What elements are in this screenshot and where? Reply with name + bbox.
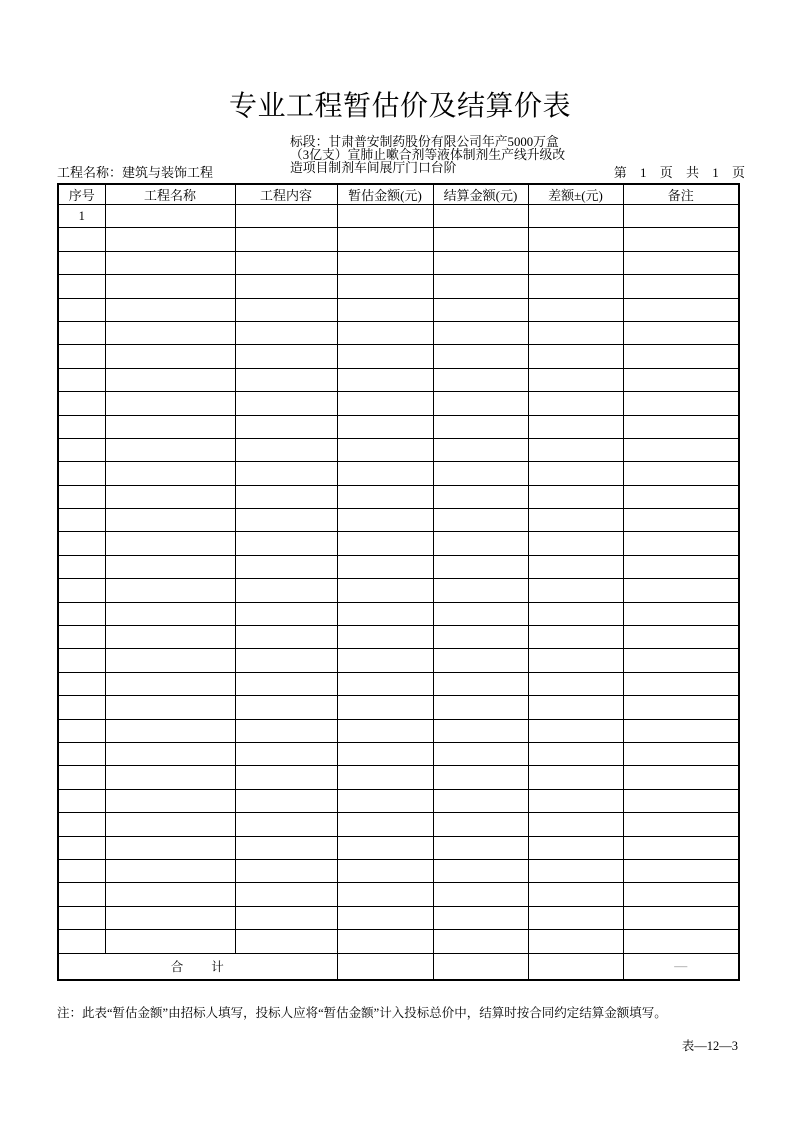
column-header: 结算金额(元) — [433, 184, 528, 205]
table-cell — [528, 930, 623, 953]
table-cell — [433, 321, 528, 344]
table-cell — [623, 298, 739, 321]
table-row — [58, 228, 739, 251]
column-header: 差额±(元) — [528, 184, 623, 205]
table-row — [58, 205, 739, 228]
table-cell — [58, 602, 105, 625]
table-cell — [433, 555, 528, 578]
total-amount-cell — [528, 953, 623, 980]
total-amount-cell — [433, 953, 528, 980]
table-cell — [337, 626, 433, 649]
table-cell — [337, 719, 433, 742]
table-cell — [528, 672, 623, 695]
table-cell — [623, 485, 739, 508]
table-cell — [105, 626, 235, 649]
table-cell — [528, 836, 623, 859]
table-cell — [105, 906, 235, 929]
table-cell — [337, 696, 433, 719]
table-cell — [235, 696, 337, 719]
table-cell — [105, 742, 235, 765]
table-row — [58, 859, 739, 882]
table-cell — [623, 321, 739, 344]
table-cell — [528, 766, 623, 789]
table-cell — [623, 719, 739, 742]
table-cell — [235, 859, 337, 882]
column-header: 备注 — [623, 184, 739, 205]
table-cell: 1 — [58, 205, 105, 228]
table-cell — [623, 813, 739, 836]
table-cell — [58, 836, 105, 859]
table-row — [58, 883, 739, 906]
table-cell — [337, 462, 433, 485]
table-cell — [235, 602, 337, 625]
table-cell — [337, 532, 433, 555]
table-cell — [235, 462, 337, 485]
table-cell — [623, 789, 739, 812]
table-cell — [528, 392, 623, 415]
table-cell — [105, 696, 235, 719]
table-cell — [623, 859, 739, 882]
table-cell — [528, 626, 623, 649]
table-row — [58, 789, 739, 812]
table-cell — [528, 251, 623, 274]
total-label-cell: 合 计 — [58, 953, 337, 980]
table-cell — [528, 906, 623, 929]
table-cell — [235, 251, 337, 274]
table-row — [58, 672, 739, 695]
table-cell — [433, 602, 528, 625]
table-cell — [528, 462, 623, 485]
table-cell — [235, 298, 337, 321]
table-row — [58, 766, 739, 789]
table-row — [58, 906, 739, 929]
table-cell — [235, 485, 337, 508]
column-header: 序号 — [58, 184, 105, 205]
total-remark-cell: — — [623, 953, 739, 980]
table-cell — [58, 485, 105, 508]
table-row — [58, 368, 739, 391]
table-cell — [235, 906, 337, 929]
table-cell — [337, 813, 433, 836]
table-cell — [623, 438, 739, 461]
table-cell — [58, 859, 105, 882]
table-cell — [235, 672, 337, 695]
table-cell — [105, 555, 235, 578]
table-cell — [235, 836, 337, 859]
table-cell — [105, 368, 235, 391]
table-cell — [58, 275, 105, 298]
table-cell — [337, 321, 433, 344]
table-cell — [58, 509, 105, 532]
table-cell — [105, 930, 235, 953]
table-cell — [433, 789, 528, 812]
estimate-table — [57, 183, 740, 981]
table-cell — [623, 649, 739, 672]
table-cell — [105, 392, 235, 415]
page-title: 专业工程暂估价及结算价表 — [228, 91, 571, 122]
table-row — [58, 415, 739, 438]
table-cell — [105, 813, 235, 836]
table-cell — [623, 906, 739, 929]
table-row — [58, 532, 739, 555]
table-cell — [623, 368, 739, 391]
table-cell — [235, 579, 337, 602]
table-cell — [528, 789, 623, 812]
table-cell — [58, 883, 105, 906]
table-row — [58, 649, 739, 672]
table-cell — [58, 251, 105, 274]
table-row — [58, 696, 739, 719]
table-row — [58, 742, 739, 765]
table-cell — [58, 649, 105, 672]
table-cell — [58, 555, 105, 578]
table-cell — [337, 415, 433, 438]
table-cell — [337, 859, 433, 882]
table-cell — [105, 789, 235, 812]
table-cell — [337, 906, 433, 929]
table-cell — [433, 719, 528, 742]
table-row — [58, 345, 739, 368]
table-cell — [58, 906, 105, 929]
table-cell — [433, 742, 528, 765]
table-row — [58, 509, 739, 532]
table-cell — [623, 392, 739, 415]
table-cell — [433, 415, 528, 438]
table-cell — [235, 649, 337, 672]
table-cell — [105, 298, 235, 321]
table-cell — [623, 626, 739, 649]
table-cell — [623, 345, 739, 368]
table-cell — [623, 836, 739, 859]
table-cell — [105, 859, 235, 882]
table-cell — [433, 345, 528, 368]
table-cell — [528, 205, 623, 228]
table-cell — [337, 602, 433, 625]
table-row — [58, 813, 739, 836]
table-cell — [337, 251, 433, 274]
table-cell — [623, 766, 739, 789]
column-header: 工程内容 — [235, 184, 337, 205]
table-cell — [337, 509, 433, 532]
table-cell — [337, 883, 433, 906]
table-cell — [528, 602, 623, 625]
table-cell — [337, 205, 433, 228]
table-row — [58, 462, 739, 485]
table-cell — [105, 321, 235, 344]
table-cell — [105, 485, 235, 508]
table-cell — [528, 345, 623, 368]
table-cell — [105, 883, 235, 906]
table-cell — [58, 719, 105, 742]
footnote: 注：此表“暂估金额”由招标人填写，投标人应将“暂估金额”计入投标总价中，结算时按合同约定结算金额填写。 — [57, 1006, 667, 1020]
table-row — [58, 930, 739, 953]
form-number: 表—12—3 — [681, 1039, 738, 1053]
table-cell — [528, 742, 623, 765]
table-cell — [58, 742, 105, 765]
table-cell — [623, 602, 739, 625]
table-cell — [623, 742, 739, 765]
table-cell — [337, 649, 433, 672]
table-cell — [623, 415, 739, 438]
table-cell — [58, 415, 105, 438]
table-cell — [105, 415, 235, 438]
table-cell — [337, 345, 433, 368]
table-cell — [235, 509, 337, 532]
table-cell — [58, 438, 105, 461]
table-cell — [433, 251, 528, 274]
table-cell — [337, 438, 433, 461]
table-cell — [623, 672, 739, 695]
table-cell — [433, 672, 528, 695]
table-row — [58, 485, 739, 508]
table-cell — [58, 789, 105, 812]
table-cell — [337, 836, 433, 859]
table-cell — [528, 859, 623, 882]
table-cell — [105, 766, 235, 789]
table-cell — [58, 766, 105, 789]
table-cell — [337, 392, 433, 415]
table-cell — [235, 438, 337, 461]
table-cell — [105, 228, 235, 251]
table-cell — [105, 275, 235, 298]
table-cell — [433, 298, 528, 321]
table-cell — [105, 509, 235, 532]
section-info — [290, 136, 565, 175]
table-cell — [235, 555, 337, 578]
table-cell — [235, 345, 337, 368]
table-cell — [235, 719, 337, 742]
table-cell — [235, 228, 337, 251]
table-cell — [235, 321, 337, 344]
table-cell — [105, 719, 235, 742]
table-row — [58, 555, 739, 578]
table-row — [58, 602, 739, 625]
table-cell — [235, 205, 337, 228]
table-cell — [235, 415, 337, 438]
table-cell — [528, 415, 623, 438]
table-cell — [58, 228, 105, 251]
table-cell — [433, 462, 528, 485]
table-cell — [58, 532, 105, 555]
table-cell — [337, 228, 433, 251]
table-row — [58, 836, 739, 859]
table-cell — [623, 930, 739, 953]
table-cell — [105, 836, 235, 859]
table-cell — [623, 275, 739, 298]
table-cell — [58, 298, 105, 321]
table-cell — [433, 906, 528, 929]
table-cell — [58, 813, 105, 836]
table-cell — [433, 392, 528, 415]
table-cell — [58, 345, 105, 368]
table-cell — [235, 368, 337, 391]
table-cell — [528, 485, 623, 508]
table-cell — [528, 438, 623, 461]
table-cell — [105, 462, 235, 485]
table-cell — [58, 368, 105, 391]
table-row — [58, 298, 739, 321]
table-row — [58, 275, 739, 298]
section-line-3: 造项目制剂车间展厅门口台阶 — [290, 160, 457, 175]
table-cell — [235, 813, 337, 836]
table-cell — [337, 555, 433, 578]
table-cell — [105, 602, 235, 625]
table-cell — [623, 883, 739, 906]
table-cell — [433, 509, 528, 532]
table-cell — [105, 649, 235, 672]
table-cell — [235, 392, 337, 415]
table-cell — [528, 696, 623, 719]
table-cell — [58, 392, 105, 415]
table-cell — [433, 485, 528, 508]
table-cell — [337, 672, 433, 695]
table-cell — [105, 251, 235, 274]
table-cell — [337, 275, 433, 298]
table-cell — [235, 626, 337, 649]
table-cell — [528, 275, 623, 298]
table-row — [58, 626, 739, 649]
table-cell — [105, 345, 235, 368]
table-cell — [433, 205, 528, 228]
table-cell — [528, 813, 623, 836]
table-row — [58, 719, 739, 742]
section-line-2: （3亿支）宣肺止嗽合剂等液体制剂生产线升级改 — [290, 147, 566, 162]
table-cell — [623, 532, 739, 555]
column-header: 暂估金额(元) — [337, 184, 433, 205]
table-cell — [433, 766, 528, 789]
table-cell — [623, 462, 739, 485]
table-row — [58, 321, 739, 344]
table-cell — [58, 672, 105, 695]
table-cell — [58, 462, 105, 485]
table-cell — [433, 438, 528, 461]
table-cell — [528, 649, 623, 672]
table-cell — [105, 205, 235, 228]
table-cell — [337, 789, 433, 812]
table-cell — [337, 298, 433, 321]
table-cell — [433, 930, 528, 953]
table-cell — [58, 321, 105, 344]
table-cell — [433, 836, 528, 859]
table-cell — [433, 813, 528, 836]
total-row — [58, 953, 739, 980]
table-cell — [433, 626, 528, 649]
table-cell — [528, 321, 623, 344]
table-cell — [433, 228, 528, 251]
table-cell — [58, 579, 105, 602]
table-cell — [623, 579, 739, 602]
table-cell — [623, 228, 739, 251]
table-cell — [337, 742, 433, 765]
table-cell — [433, 275, 528, 298]
table-cell — [235, 930, 337, 953]
table-cell — [623, 555, 739, 578]
table-cell — [528, 579, 623, 602]
table-cell — [433, 883, 528, 906]
table-cell — [337, 579, 433, 602]
table-cell — [337, 766, 433, 789]
table-cell — [433, 859, 528, 882]
table-cell — [528, 298, 623, 321]
table-row — [58, 438, 739, 461]
table-cell — [528, 719, 623, 742]
table-cell — [58, 626, 105, 649]
table-cell — [528, 532, 623, 555]
table-cell — [235, 883, 337, 906]
table-cell — [623, 696, 739, 719]
table-cell — [433, 368, 528, 391]
table-cell — [58, 930, 105, 953]
table-cell — [235, 789, 337, 812]
table-cell — [433, 579, 528, 602]
table-cell — [105, 532, 235, 555]
table-cell — [58, 696, 105, 719]
table-cell — [105, 672, 235, 695]
table-cell — [623, 205, 739, 228]
table-row — [58, 251, 739, 274]
table-header-row — [58, 184, 739, 205]
total-amount-cell — [337, 953, 433, 980]
table-cell — [105, 438, 235, 461]
table-cell — [528, 228, 623, 251]
table-cell — [235, 532, 337, 555]
table-cell — [528, 509, 623, 532]
table-cell — [433, 532, 528, 555]
table-cell — [623, 509, 739, 532]
table-cell — [528, 368, 623, 391]
table-cell — [433, 649, 528, 672]
column-header: 工程名称 — [105, 184, 235, 205]
page-number-info: 第 1 页 共 1 页 — [613, 165, 745, 180]
table-cell — [433, 696, 528, 719]
table-cell — [337, 930, 433, 953]
table-cell — [235, 766, 337, 789]
section-line-1: 标段：甘肃普安制药股份有限公司年产5000万盒 — [290, 135, 559, 149]
table-cell — [623, 251, 739, 274]
table-cell — [337, 485, 433, 508]
table-cell — [528, 883, 623, 906]
project-name-label: 工程名称：建筑与装饰工程 — [57, 165, 214, 180]
table-cell — [235, 275, 337, 298]
table-cell — [235, 742, 337, 765]
table-cell — [105, 579, 235, 602]
table-cell — [337, 368, 433, 391]
table-row — [58, 392, 739, 415]
table-cell — [528, 555, 623, 578]
table-body — [58, 205, 739, 980]
table-row — [58, 579, 739, 602]
